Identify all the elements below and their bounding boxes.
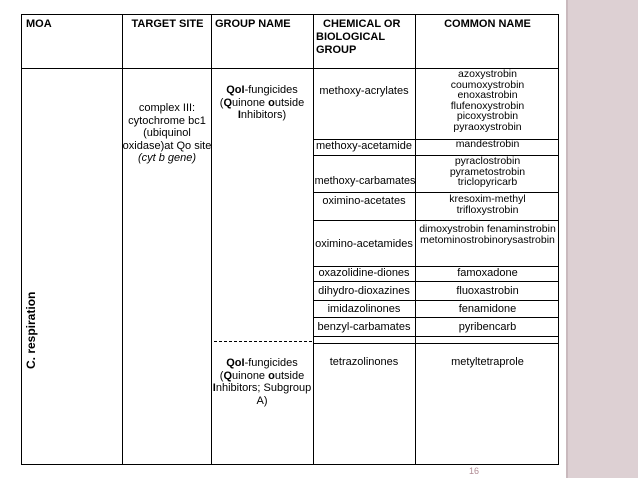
common-names-3 [416, 156, 559, 188]
common-names-1 [416, 69, 559, 132]
target-site-line-1: complex III: [138, 102, 196, 114]
common-name: trifloxystrobin [456, 203, 519, 216]
common-names-8: fenamidone [458, 303, 517, 315]
group1-line-1: QoI-fungicides [226, 84, 298, 96]
common-names-9: pyribencarb [458, 321, 517, 333]
common-name: flufenoxystrobin [450, 99, 525, 112]
common-name: pyraoxystrobin [453, 120, 522, 133]
common-name: pyraclostrobin [454, 155, 521, 167]
common-name: pyrametostrobin [449, 165, 526, 178]
header-common-name: COMMON NAME [444, 18, 531, 30]
row-line-6 [313, 281, 558, 282]
common-names-5 [416, 224, 559, 245]
chemical-group-7: dihydro-dioxazines [318, 285, 410, 297]
group-name-2 [211, 357, 313, 407]
chemical-group-10: tetrazolinones [329, 356, 399, 368]
header-target-site: TARGET SITE [131, 18, 204, 30]
row-line-9 [313, 336, 558, 337]
moa-table [21, 14, 559, 465]
common-names-4 [416, 194, 559, 215]
header-chemical-line-2: BIOLOGICAL [316, 31, 386, 43]
group2-line-1: QoI-fungicides [226, 357, 298, 369]
header-chemical-line-3: GROUP [316, 44, 357, 56]
common-name: enoxastrobin [457, 89, 518, 101]
right-decorative-bar [568, 0, 638, 478]
common-name: metominostrobinorysastrobin [420, 233, 555, 246]
row-line-8 [313, 317, 558, 318]
moa-value: C. respiration [24, 291, 38, 369]
common-names-10: metyltetraprole [451, 356, 524, 368]
common-names-2 [416, 139, 559, 150]
target-site-cell [122, 102, 212, 165]
target-site-line-5: (cyt b gene) [137, 152, 197, 164]
group2-line-2: (Quinone outside [219, 369, 305, 382]
target-site-line-3: (ubiquinol [143, 127, 191, 139]
common-name: mandestrobin [455, 138, 520, 150]
target-site-line-2: cytochrome bc1 [128, 114, 206, 127]
common-name: dimoxystrobin fenaminstrobin [419, 223, 556, 235]
group-dashed-separator [214, 341, 312, 342]
chemical-group-1: methoxy-acrylates [319, 85, 409, 97]
common-name: triclopyricarb [457, 176, 518, 188]
row-line-4 [313, 220, 558, 221]
common-names-7: fluoxastrobin [456, 285, 519, 297]
chemical-group-3: methoxy-carbamates [314, 175, 416, 187]
chemical-group-9: benzyl-carbamates [317, 321, 411, 333]
common-name: coumoxystrobin [450, 78, 525, 91]
common-name: kresoxim-methyl [449, 193, 526, 205]
chemical-group-2: methoxy-acetamide [316, 140, 412, 152]
target-site-line-4: oxidase)at Qo site [122, 139, 212, 152]
common-name: picoxystrobin [456, 110, 519, 122]
chemical-group-6: oxazolidine-diones [318, 267, 410, 279]
common-name: azoxystrobin [458, 68, 517, 80]
chemical-group-5: oximino-acetamides [315, 238, 413, 250]
group1-line-2: (Quinone outside [219, 96, 305, 109]
group-name-1 [211, 84, 313, 122]
common-names-6: famoxadone [457, 267, 518, 279]
chemical-group-8: imidazolinones [327, 303, 401, 315]
page-number: 16 [469, 466, 480, 476]
row-line-7 [313, 300, 558, 301]
chemical-group-4: oximino-acetates [322, 195, 406, 207]
header-moa: MOA [26, 18, 52, 30]
header-chemical-group [316, 18, 414, 57]
row-line-10 [313, 343, 558, 344]
group2-line-3: Inhibitors; Subgroup [212, 382, 312, 394]
group2-line-4: A) [256, 394, 268, 407]
header-chemical-line-1: CHEMICAL OR [323, 18, 401, 30]
header-group-name: GROUP NAME [215, 18, 291, 30]
col-divider-1 [122, 15, 123, 464]
group1-line-3: Inhibitors) [237, 109, 287, 121]
